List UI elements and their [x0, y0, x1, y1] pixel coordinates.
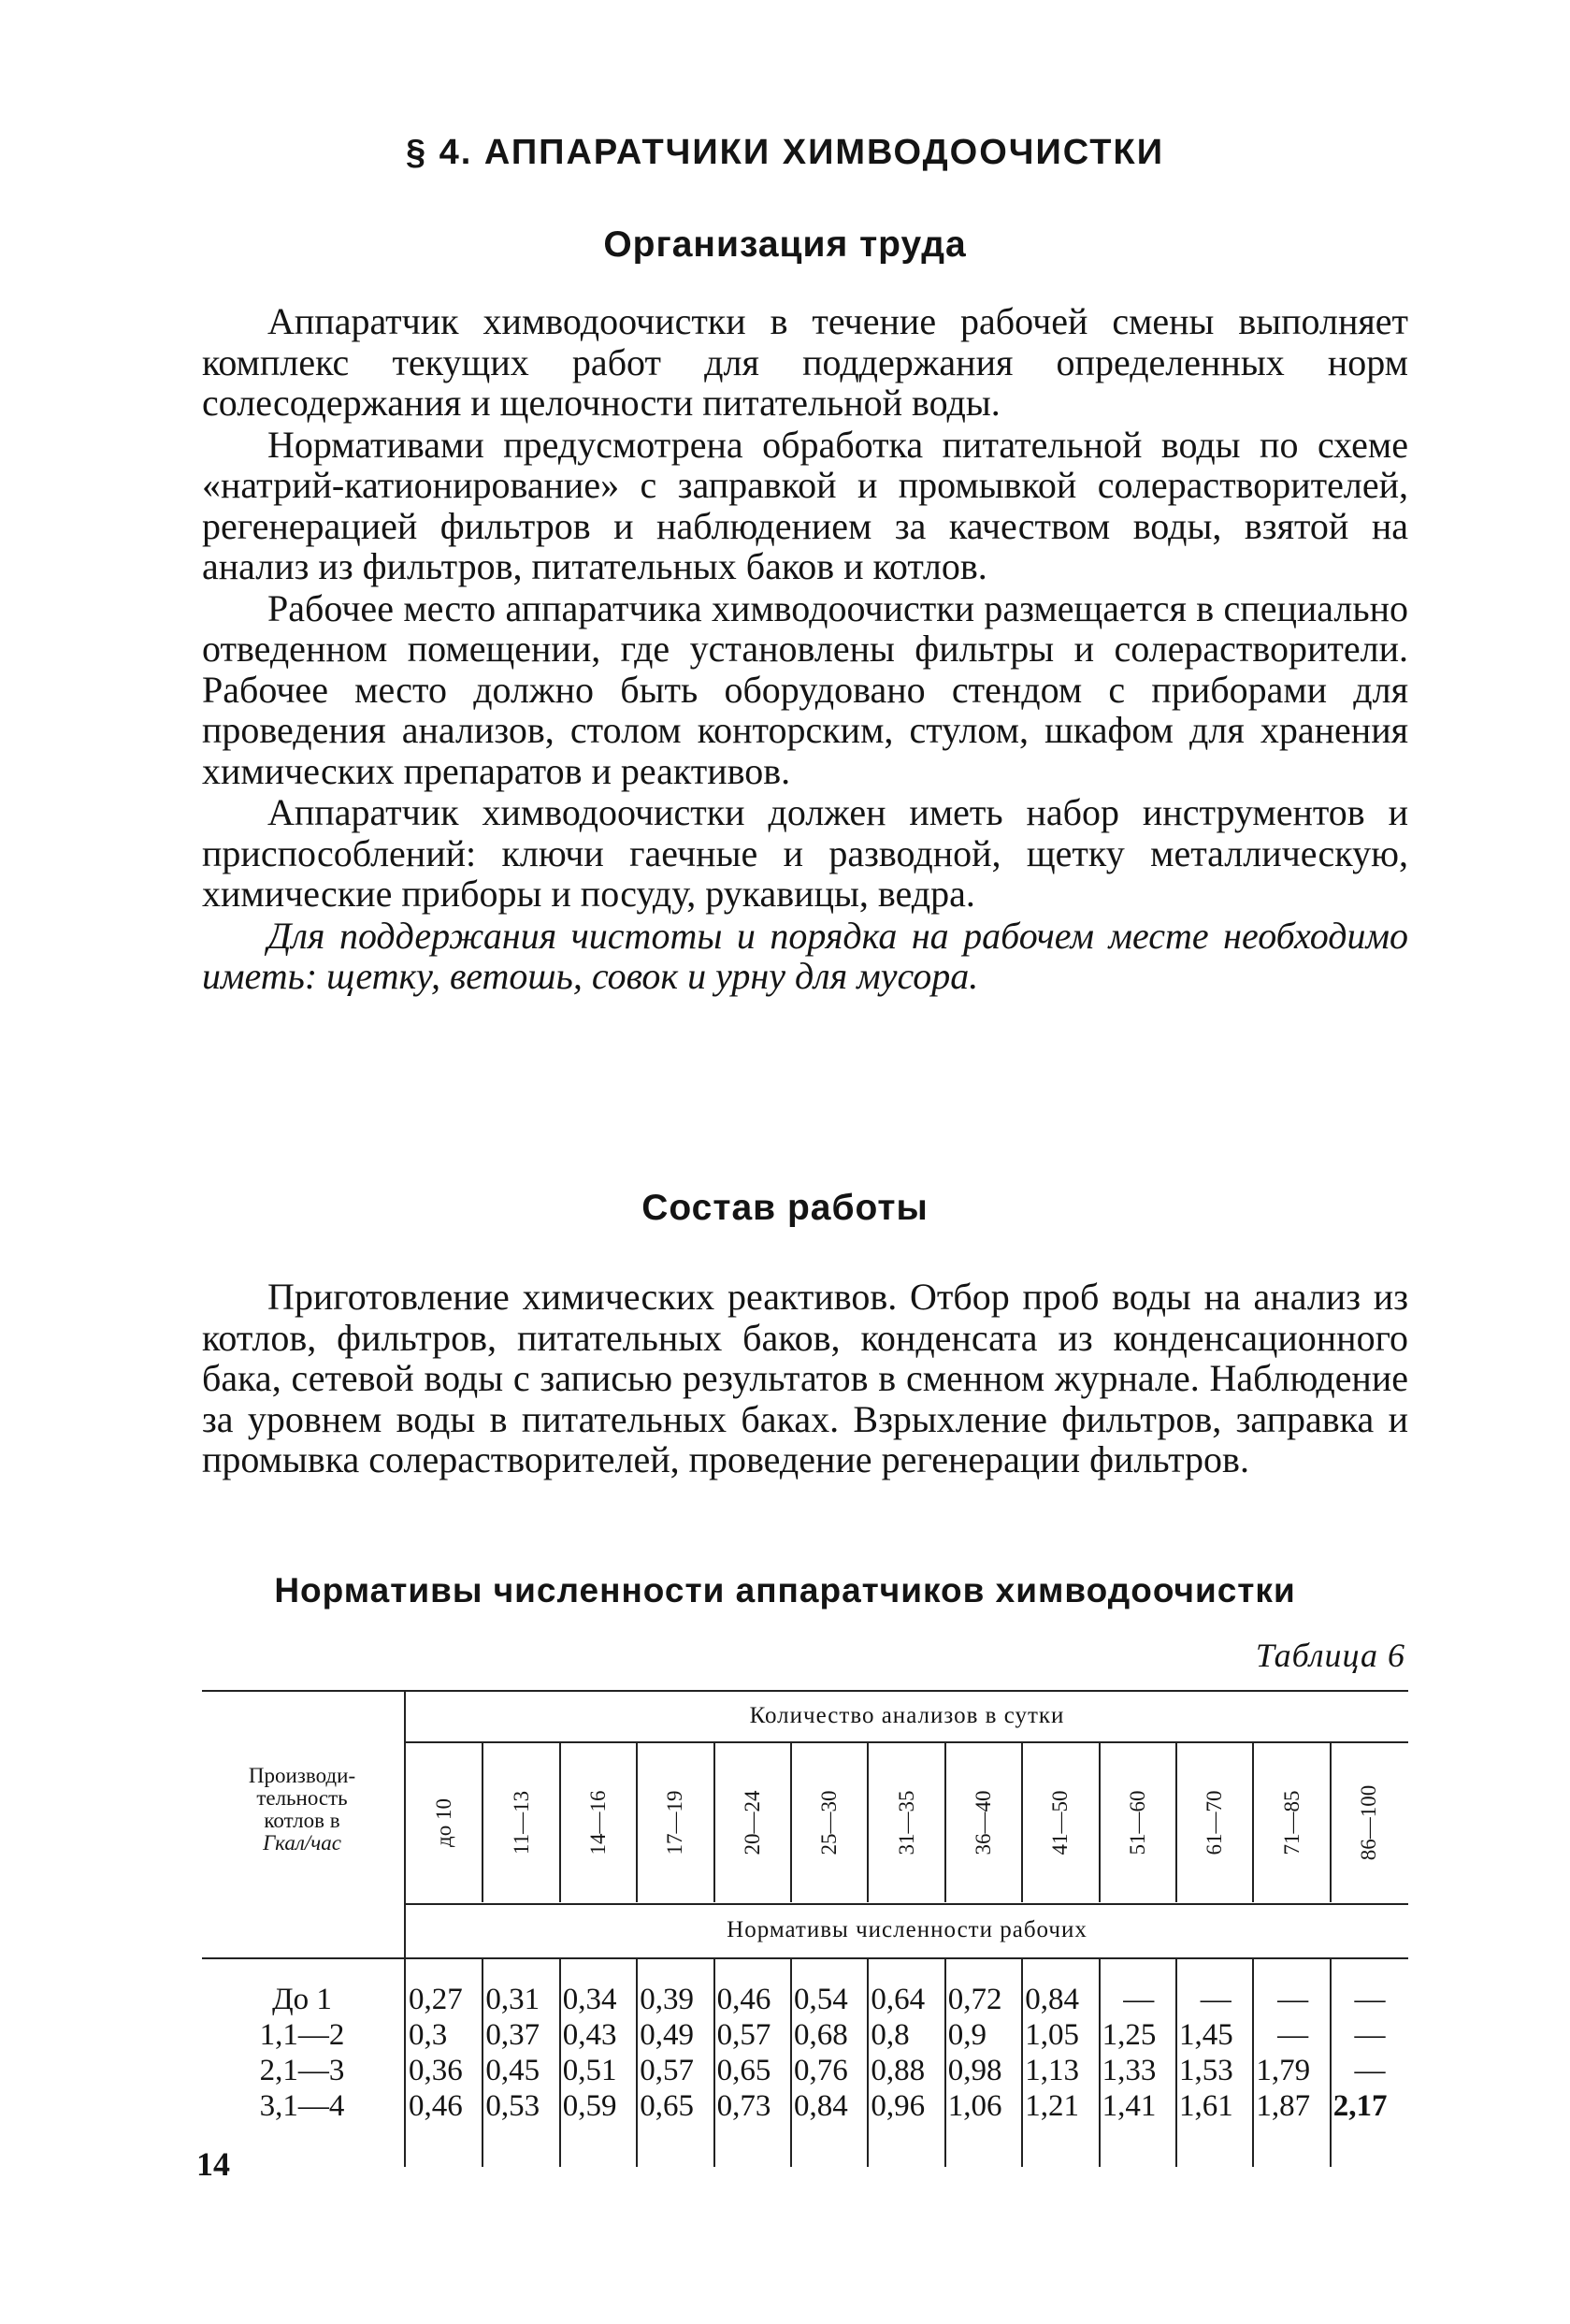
table-cell: — [1354, 2054, 1386, 2087]
row-label: 2,1—3 [259, 2054, 345, 2087]
table-cell: 0,72 [947, 1983, 1002, 2016]
heading-composition: Состав работы [641, 1188, 929, 1228]
table-cell: 0,96 [871, 2089, 926, 2123]
table-cell: 0,27 [409, 1983, 463, 2016]
table-cell: 1,45 [1179, 2018, 1233, 2052]
table-cell: 1,41 [1102, 2089, 1157, 2123]
table-cell: 0,51 [562, 2054, 617, 2087]
table-cell: 0,43 [562, 2018, 617, 2052]
table-cell: 0,76 [794, 2054, 848, 2087]
analyses-header: Количество анализов в сутки [749, 1703, 1065, 1728]
column-divider [790, 1743, 792, 1902]
row-label: До 1 [272, 1983, 332, 2016]
column-divider [713, 1743, 715, 1902]
column-header-range: 25—30 [817, 1790, 842, 1855]
column-divider [867, 1743, 869, 1902]
table-cell: — [1277, 2018, 1309, 2052]
norms-header: Нормативы численности рабочих [727, 1917, 1087, 1942]
table-cell: — [1354, 2018, 1386, 2052]
table-heading: Нормативы численности аппаратчиков химводоочистки [274, 1571, 1296, 1609]
row-label: 3,1—4 [259, 2089, 345, 2123]
table-cell: — [1354, 1983, 1386, 2016]
column-divider [559, 1743, 561, 1902]
column-divider [1330, 1743, 1332, 1902]
stub-line: тельность [256, 1786, 348, 1810]
stub-unit: Гкал/час [263, 1831, 341, 1855]
stub-header [202, 1765, 402, 1855]
table-cell: 1,87 [1256, 2089, 1311, 2123]
column-divider [1330, 1959, 1332, 2167]
table-cell: 0,59 [562, 2089, 617, 2123]
table-cell: 0,8 [871, 2018, 910, 2052]
column-divider [1021, 1959, 1023, 2167]
table-cell: 0,53 [485, 2089, 540, 2123]
page-number: 14 [196, 2145, 230, 2183]
table-cell: 0,3 [409, 2018, 448, 2052]
paragraph: Приготовление химических реактивов. Отбор проб воды на анализ из котлов, фильтров, питательных баков, конденсата из конденсационного бака, сетевой воды с записью результатов в сменном журнале. Наблюдение за уровнем воды в питательных баках. Взрыхление фильтров, заправка и промывка солерастворителей, проведение регенерации фильтров. [202, 1276, 1408, 1480]
table-top-rule [202, 1690, 1408, 1692]
table-cell: — [1200, 1983, 1232, 2016]
header-rule [406, 1903, 1408, 1905]
column-divider [944, 1743, 946, 1902]
column-divider [636, 1959, 638, 2167]
column-header-range: 61—70 [1203, 1790, 1227, 1855]
column-header-range: 41—50 [1048, 1790, 1073, 1855]
table-cell: 0,36 [409, 2054, 463, 2087]
column-header-range: 20—24 [740, 1790, 764, 1855]
column-header-range: 17—19 [663, 1790, 687, 1855]
column-divider [1175, 1743, 1177, 1902]
table-cell: 0,84 [1025, 1983, 1079, 2016]
section-title: § 4. АППАРАТЧИКИ ХИМВОДООЧИСТКИ [405, 133, 1165, 172]
paragraph: Нормативами предусмотрена обработка питательной воды по схеме «натрий-катионирование» с заправкой и промывкой солерастворителей, регенерацией фильтров и наблюдением за качеством воды, взятой на анализ из фильтров, питательных баков и котлов. [202, 423, 1408, 587]
table-cell: 1,53 [1179, 2054, 1233, 2087]
column-header-range: 31—35 [894, 1790, 918, 1855]
column-divider [636, 1743, 638, 1902]
column-header-range: 14—16 [586, 1790, 610, 1855]
table-cell: 0,39 [640, 1983, 694, 2016]
table-cell: 1,06 [947, 2089, 1002, 2123]
table-cell: 0,98 [947, 2054, 1002, 2087]
table-cell: 0,37 [485, 2018, 540, 2052]
column-divider [1099, 1743, 1101, 1902]
table-cell: 1,13 [1025, 2054, 1079, 2087]
heading-organization: Организация труда [603, 224, 967, 265]
table-cell: 0,46 [716, 1983, 771, 2016]
column-divider [867, 1959, 869, 2167]
column-divider [1252, 1959, 1254, 2167]
paragraph: Рабочее место аппаратчика химводоочистки размещается в специально отведенном помещении, где установлены фильтры и солерастворители. Рабочее место должно быть оборудовано стендом с приборами для проведения анализов, столом конторским, стулом, шкафом для хранения химических препаратов и реактивов. [202, 586, 1408, 792]
column-header-range: 11—13 [509, 1790, 533, 1855]
norms-table [202, 1690, 1408, 2167]
table-cell: 0,84 [794, 2089, 848, 2123]
table-cell: — [1123, 1983, 1155, 2016]
stub-line: Производи- [248, 1764, 356, 1787]
organization-text [202, 301, 1408, 998]
stub-line: котлов в [264, 1809, 340, 1832]
composition-text [202, 1277, 1408, 1481]
table-cell: 0,65 [640, 2089, 694, 2123]
column-divider [713, 1959, 715, 2167]
column-divider [1099, 1959, 1101, 2167]
table-cell: 1,79 [1256, 2054, 1311, 2087]
table-cell: 1,33 [1102, 2054, 1157, 2087]
table-cell: 0,46 [409, 2089, 463, 2123]
table-cell: 0,9 [947, 2018, 987, 2052]
table-cell: — [1277, 1983, 1309, 2016]
table-cell: 2,17 [1332, 2089, 1388, 2123]
table-number: Таблица 6 [1255, 1637, 1405, 1674]
table-cell: 0,57 [640, 2054, 694, 2087]
table-cell: 0,45 [485, 2054, 540, 2087]
table-cell: 0,88 [871, 2054, 926, 2087]
paragraph: Аппаратчик химводоочистки в течение рабочей смены выполняет комплекс текущих работ для поддержания определенных норм солесодержания и щелочности питательной воды. [202, 300, 1408, 424]
paragraph-italic: Для поддержания чистоты и порядка на рабочем месте необходимо иметь: щетку, ветошь, совок и урну для мусора. [202, 914, 1408, 997]
column-divider [790, 1959, 792, 2167]
table-cell: 0,73 [716, 2089, 771, 2123]
column-divider [1252, 1743, 1254, 1902]
table-cell: 0,54 [794, 1983, 848, 2016]
table-cell: 0,31 [485, 1983, 540, 2016]
column-header-range: 36—40 [972, 1790, 995, 1855]
header-bottom-rule [202, 1957, 1408, 1959]
column-header-range: 51—60 [1125, 1790, 1149, 1855]
column-divider [482, 1959, 483, 2167]
header-rule [406, 1741, 1408, 1743]
column-divider [1021, 1743, 1023, 1902]
table-cell: 1,61 [1179, 2089, 1233, 2123]
column-divider [559, 1959, 561, 2167]
table-cell: 0,68 [794, 2018, 848, 2052]
table-cell: 1,25 [1102, 2018, 1157, 2052]
paragraph: Аппаратчик химводоочистки должен иметь набор инструментов и приспособлений: ключи гаечные и разводной, щетку металлическую, химические приборы и посуду, рукавицы, ведра. [202, 791, 1408, 915]
table-cell: 0,49 [640, 2018, 694, 2052]
row-label: 1,1—2 [259, 2018, 345, 2052]
column-divider [482, 1743, 483, 1902]
table-cell: 0,65 [716, 2054, 771, 2087]
column-header-range: 71—85 [1279, 1790, 1304, 1855]
column-divider [944, 1959, 946, 2167]
table-cell: 1,05 [1025, 2018, 1079, 2052]
column-header-range: до 10 [432, 1798, 456, 1847]
table-cell: 0,57 [716, 2018, 771, 2052]
column-header-range: 86—100 [1357, 1784, 1380, 1861]
table-cell: 1,21 [1025, 2089, 1079, 2123]
column-divider [1175, 1959, 1177, 2167]
table-cell: 0,34 [562, 1983, 617, 2016]
table-cell: 0,64 [871, 1983, 926, 2016]
